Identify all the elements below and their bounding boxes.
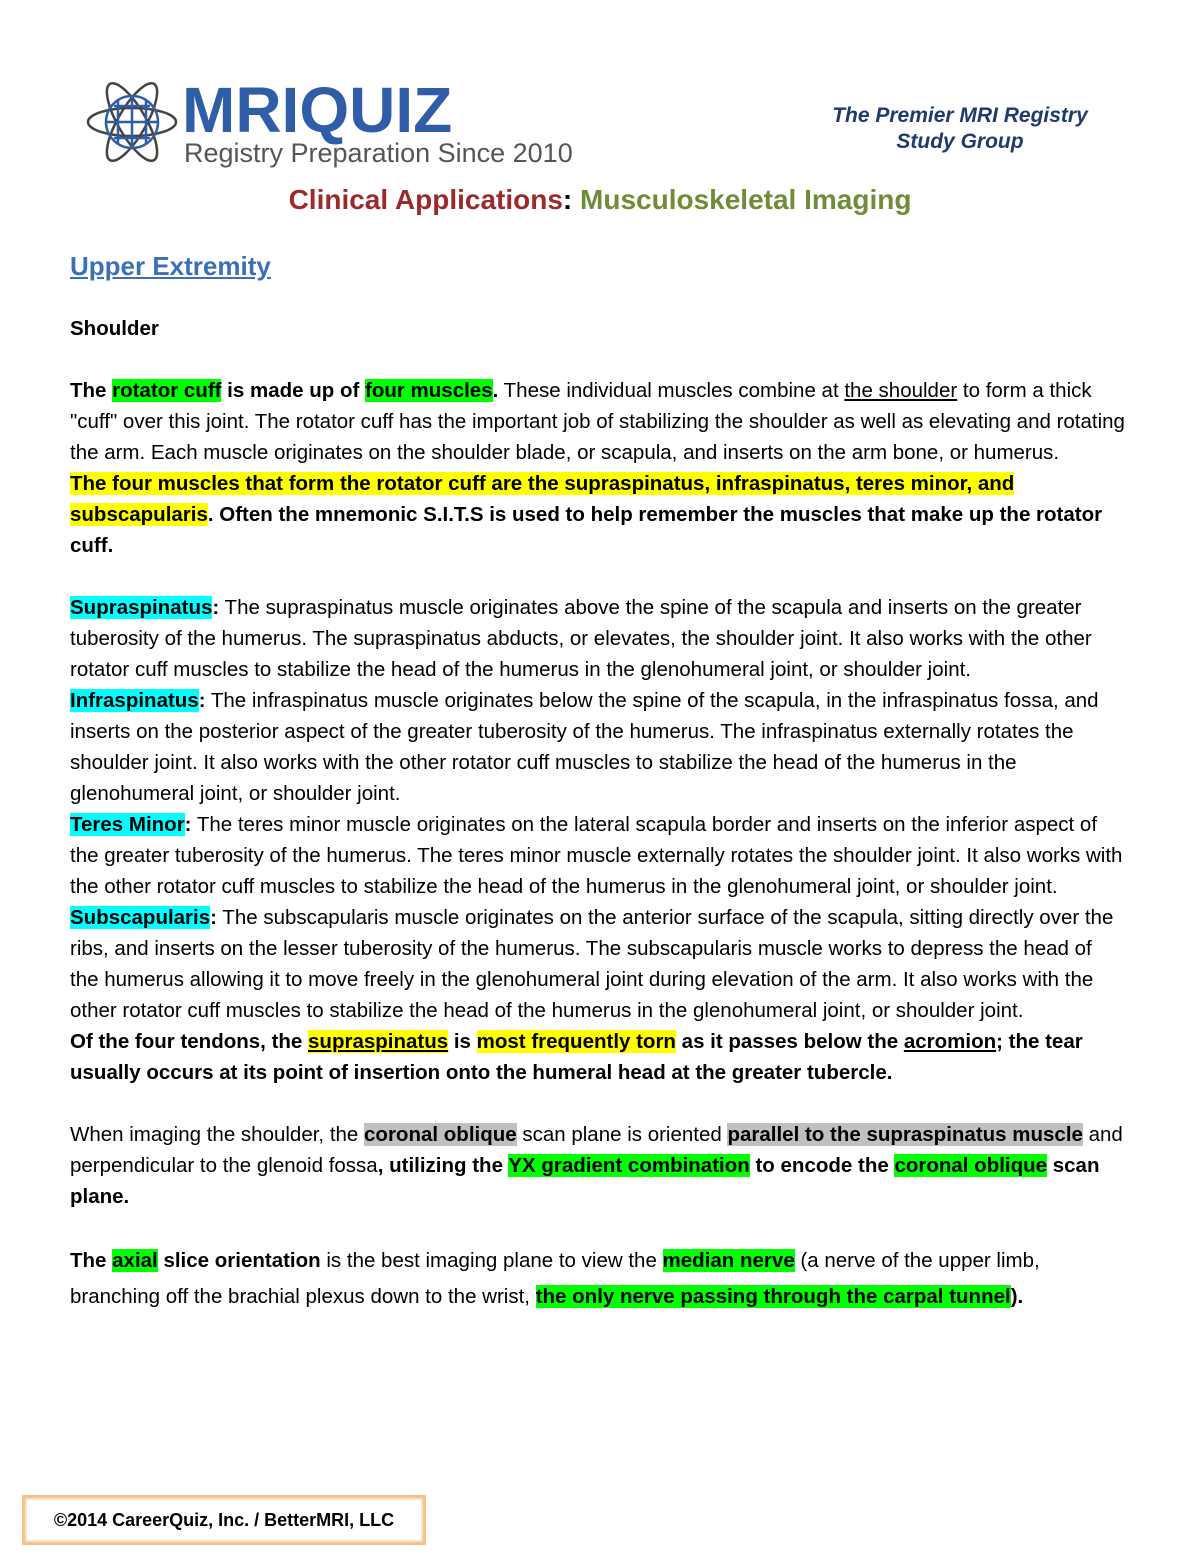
logo-subtext: Registry Preparation Since 2010 (184, 138, 573, 168)
copyright-footer: ©2014 CareerQuiz, Inc. / BetterMRI, LLC (22, 1495, 426, 1545)
muscle-name: Infraspinatus (70, 689, 199, 712)
text-run: These individual muscles combine at (498, 379, 845, 402)
tagline-line-2: Study Group (896, 130, 1024, 153)
muscle-name: Teres Minor (70, 813, 185, 836)
paragraph-teres-minor (70, 809, 1125, 902)
highlight: most frequently torn (476, 1030, 676, 1053)
text-run: ). (1010, 1285, 1024, 1308)
title-part-2: Musculoskeletal Imaging (580, 184, 912, 215)
text-run: : (212, 596, 220, 619)
text-run: is made up of (221, 379, 366, 402)
text-run: is (448, 1030, 477, 1053)
highlight: the only nerve passing through the carpal tunnel (535, 1285, 1011, 1308)
text-run: slice orientation (157, 1249, 321, 1272)
text-run: The subscapularis muscle originates on the anterior surface of the scapula, sitting directly over the ribs, and inserts on the lesser tuberosity of the humerus. The subscapularis muscle works to depress the head of the humerus allowing it to move freely in the glenohumeral joint during elevation of the arm. It also works with the other rotator cuff muscles to stabilize the head of the humerus in the glenohumeral joint, or shoulder joint. (70, 906, 1114, 1022)
highlight: four muscles (365, 379, 493, 402)
text-run: ; the tear usually occurs at its point of insertion onto the humeral head at the greater tubercle. (70, 1030, 1083, 1084)
text-run: and perpendicular to the glenoid fossa (70, 1123, 1123, 1177)
highlight: YX gradient combination (508, 1154, 750, 1177)
underlined-text: the shoulder (844, 379, 958, 402)
section-heading: Upper Extremity (70, 251, 271, 281)
text-run: . Often the mnemonic S.I.T.S is used to help remember the muscles that make up the rotator cuff. (70, 503, 1103, 557)
underlined-text: acromion (903, 1030, 997, 1053)
text-run: : (198, 689, 206, 712)
subheading-text: Shoulder (70, 317, 159, 340)
text-run: . (492, 379, 499, 402)
text-run: The teres minor muscle originates on the lateral scapula border and inserts on the inferior aspect of the greater tuberosity of the humerus. The teres minor muscle externally rotates the shoulder joint. It also works with the other rotator cuff muscles to stabilize the head of the humerus in the glenohumeral joint, or shoulder joint. (70, 813, 1123, 898)
paragraph-subscapularis (70, 902, 1125, 1026)
paragraph-tendons (70, 1026, 1125, 1088)
paragraph-rotator-cuff (70, 375, 1125, 468)
document-body (70, 313, 1125, 1315)
highlight: parallel to the supraspinatus muscle (727, 1123, 1083, 1146)
text-run: : (210, 906, 217, 929)
text-run: The supraspinatus muscle originates above the spine of the scapula and inserts on the greater tuberosity of the humerus. The supraspinatus abducts, or elevates, the shoulder joint. It also works with the other rotator cuff muscles to stabilize the head of the humerus in the glenohumeral joint, or shoulder joint. (70, 596, 1092, 681)
text-run: Of the four tendons, the (70, 1030, 309, 1053)
document-title (0, 182, 1200, 218)
highlight: supraspinatus (308, 1030, 449, 1053)
paragraph-axial (70, 1243, 1125, 1315)
logo-wordmark: MRIQUIZ (182, 78, 453, 146)
text-run: The (70, 1249, 113, 1272)
text-run: to form a thick "cuff" over this joint. The rotator cuff has the important job of stabilizing the shoulder as well as elevating and rotating the arm. Each muscle originates on the shoulder blade, or scapula, and inserts on the arm bone, or humerus. (70, 379, 1125, 464)
subheading (70, 313, 1125, 344)
text-run: The (70, 379, 113, 402)
highlight: median nerve (662, 1249, 795, 1272)
highlight: The four muscles that form the rotator cuff are the supraspinatus, infraspinatus, teres minor, and subscapularis (70, 472, 1015, 526)
text-run: scan plane is oriented (516, 1123, 728, 1146)
muscle-name: Subscapularis (70, 906, 211, 929)
tagline (790, 103, 1130, 155)
paragraph-supraspinatus (70, 592, 1125, 685)
text-run: scan plane. (70, 1154, 1100, 1208)
highlight: axial (112, 1249, 158, 1272)
text-run: The infraspinatus muscle originates below the spine of the scapula, in the infraspinatus fossa, and inserts on the posterior aspect of the greater tuberosity of the humerus. The infraspinatus externally rotates the shoulder joint. It also works with the other rotator cuff muscles to stabilize the head of the humerus in the glenohumeral joint, or shoulder joint. (70, 689, 1099, 805)
paragraph-coronal-oblique (70, 1119, 1125, 1212)
title-separator: : (562, 184, 573, 215)
text-run: is the best imaging plane to view the (320, 1249, 663, 1272)
highlight: coronal oblique (894, 1154, 1048, 1177)
paragraph-four-muscles (70, 468, 1125, 561)
highlight: coronal oblique (364, 1123, 517, 1146)
text-run: When imaging the shoulder, the (70, 1123, 365, 1146)
mriquiz-logo (84, 78, 574, 170)
title-part-1: Clinical Applications (288, 184, 563, 215)
text-run: (a nerve of the upper limb, branching off the brachial plexus down to the wrist, (70, 1249, 1040, 1308)
globe-icon (88, 78, 176, 167)
muscle-name: Supraspinatus (70, 596, 213, 619)
text-run: to encode the (749, 1154, 895, 1177)
text-run: , utilizing the (377, 1154, 509, 1177)
highlight: rotator cuff (112, 379, 222, 402)
text-run: as it passes below the (675, 1030, 904, 1053)
tagline-line-1: The Premier MRI Registry (832, 104, 1088, 127)
paragraph-infraspinatus (70, 685, 1125, 809)
text-run: : (184, 813, 192, 836)
